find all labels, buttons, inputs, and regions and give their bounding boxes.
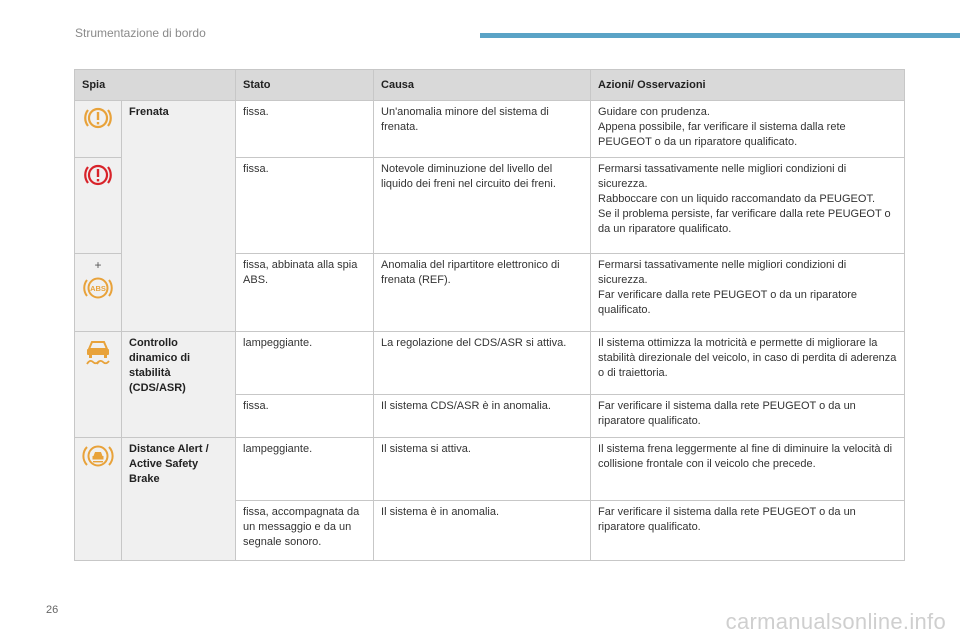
stability-control-icon xyxy=(83,336,113,366)
stato-cell: fissa. xyxy=(236,101,374,158)
warning-lights-table xyxy=(74,69,905,561)
icon-cell xyxy=(75,332,122,438)
icon-cell xyxy=(75,101,122,158)
stato-cell: lampeggiante. xyxy=(236,332,374,395)
group-name-cell xyxy=(122,438,236,561)
causa-cell: Un'anomalia minore del sistema di frenata. xyxy=(374,101,591,158)
stato-cell: fissa, accompagnata da un messaggio e da un segnale sonoro. xyxy=(236,501,374,561)
causa-cell: Anomalia del ripartitore elettronico di frenata (REF). xyxy=(374,254,591,332)
group-name-cell xyxy=(122,332,236,438)
azioni-cell: Guidare con prudenza. Appena possibile, far verificare il sistema dalla rete PEUGEOT o da un riparatore qualificato. xyxy=(591,101,905,158)
icon-cell xyxy=(75,438,122,561)
stato-cell: fissa. xyxy=(236,395,374,438)
column-header-stato: Stato xyxy=(236,70,374,101)
causa-cell: Notevole diminuzione del livello del liquido dei freni nel circuito dei freni. xyxy=(374,158,591,254)
brake-warning-amber-icon xyxy=(83,105,113,131)
active-safety-brake-icon xyxy=(82,442,114,470)
table-header-row xyxy=(75,70,905,101)
azioni-cell: Fermarsi tassativamente nelle migliori condizioni di sicurezza. Rabboccare con un liquido raccomandato da PEUGEOT. Se il problema persiste, far verificare dalla rete PEUGEOT o da un riparatore qualificato. xyxy=(591,158,905,254)
page-number: 26 xyxy=(46,604,59,616)
stato-cell: lampeggiante. xyxy=(236,438,374,501)
table-row xyxy=(75,438,905,501)
column-header-causa: Causa xyxy=(374,70,591,101)
table-row xyxy=(75,332,905,395)
header-accent-bar xyxy=(480,33,960,38)
column-header-azioni: Azioni/ Osservazioni xyxy=(591,70,905,101)
azioni-cell: Il sistema ottimizza la motricità e permette di migliorare la stabilità direzionale del veicolo, in caso di perdita di aderenza o di traiettoria. xyxy=(591,332,905,395)
table-row xyxy=(75,101,905,158)
section-title: Strumentazione di bordo xyxy=(75,26,206,40)
causa-cell: Il sistema è in anomalia. xyxy=(374,501,591,561)
causa-cell: Il sistema si attiva. xyxy=(374,438,591,501)
plus-sign: + xyxy=(94,258,102,272)
watermark: carmanualsonline.info xyxy=(725,609,946,634)
azioni-cell: Fermarsi tassativamente nelle migliori condizioni di sicurezza. Far verificare dalla rete PEUGEOT o da un riparatore qualificato. xyxy=(591,254,905,332)
causa-cell: La regolazione del CDS/ASR si attiva. xyxy=(374,332,591,395)
abs-warning-icon xyxy=(82,275,114,301)
azioni-cell: Far verificare il sistema dalla rete PEUGEOT o da un riparatore qualificato. xyxy=(591,395,905,438)
causa-cell: Il sistema CDS/ASR è in anomalia. xyxy=(374,395,591,438)
brake-warning-red-icon xyxy=(83,162,113,188)
icon-cell xyxy=(75,254,122,332)
azioni-cell: Far verificare il sistema dalla rete PEUGEOT o da un riparatore qualificato. xyxy=(591,501,905,561)
abs-label: ABS xyxy=(90,284,106,293)
group-name-cell xyxy=(122,101,236,332)
group-name-cds-asr: Controllo dinamico di stabilità (CDS/ASR) xyxy=(129,337,191,394)
column-header-spia: Spia xyxy=(75,70,236,101)
stato-cell: fissa, abbinata alla spia ABS. xyxy=(236,254,374,332)
group-name-frenata: Frenata xyxy=(129,106,169,118)
group-name-distance-alert: Distance Alert / Active Safety Brake xyxy=(129,443,209,485)
azioni-cell: Il sistema frena leggermente al fine di diminuire la velocità di collisione frontale con il veicolo che precede. xyxy=(591,438,905,501)
icon-cell xyxy=(75,158,122,254)
stato-cell: fissa. xyxy=(236,158,374,254)
